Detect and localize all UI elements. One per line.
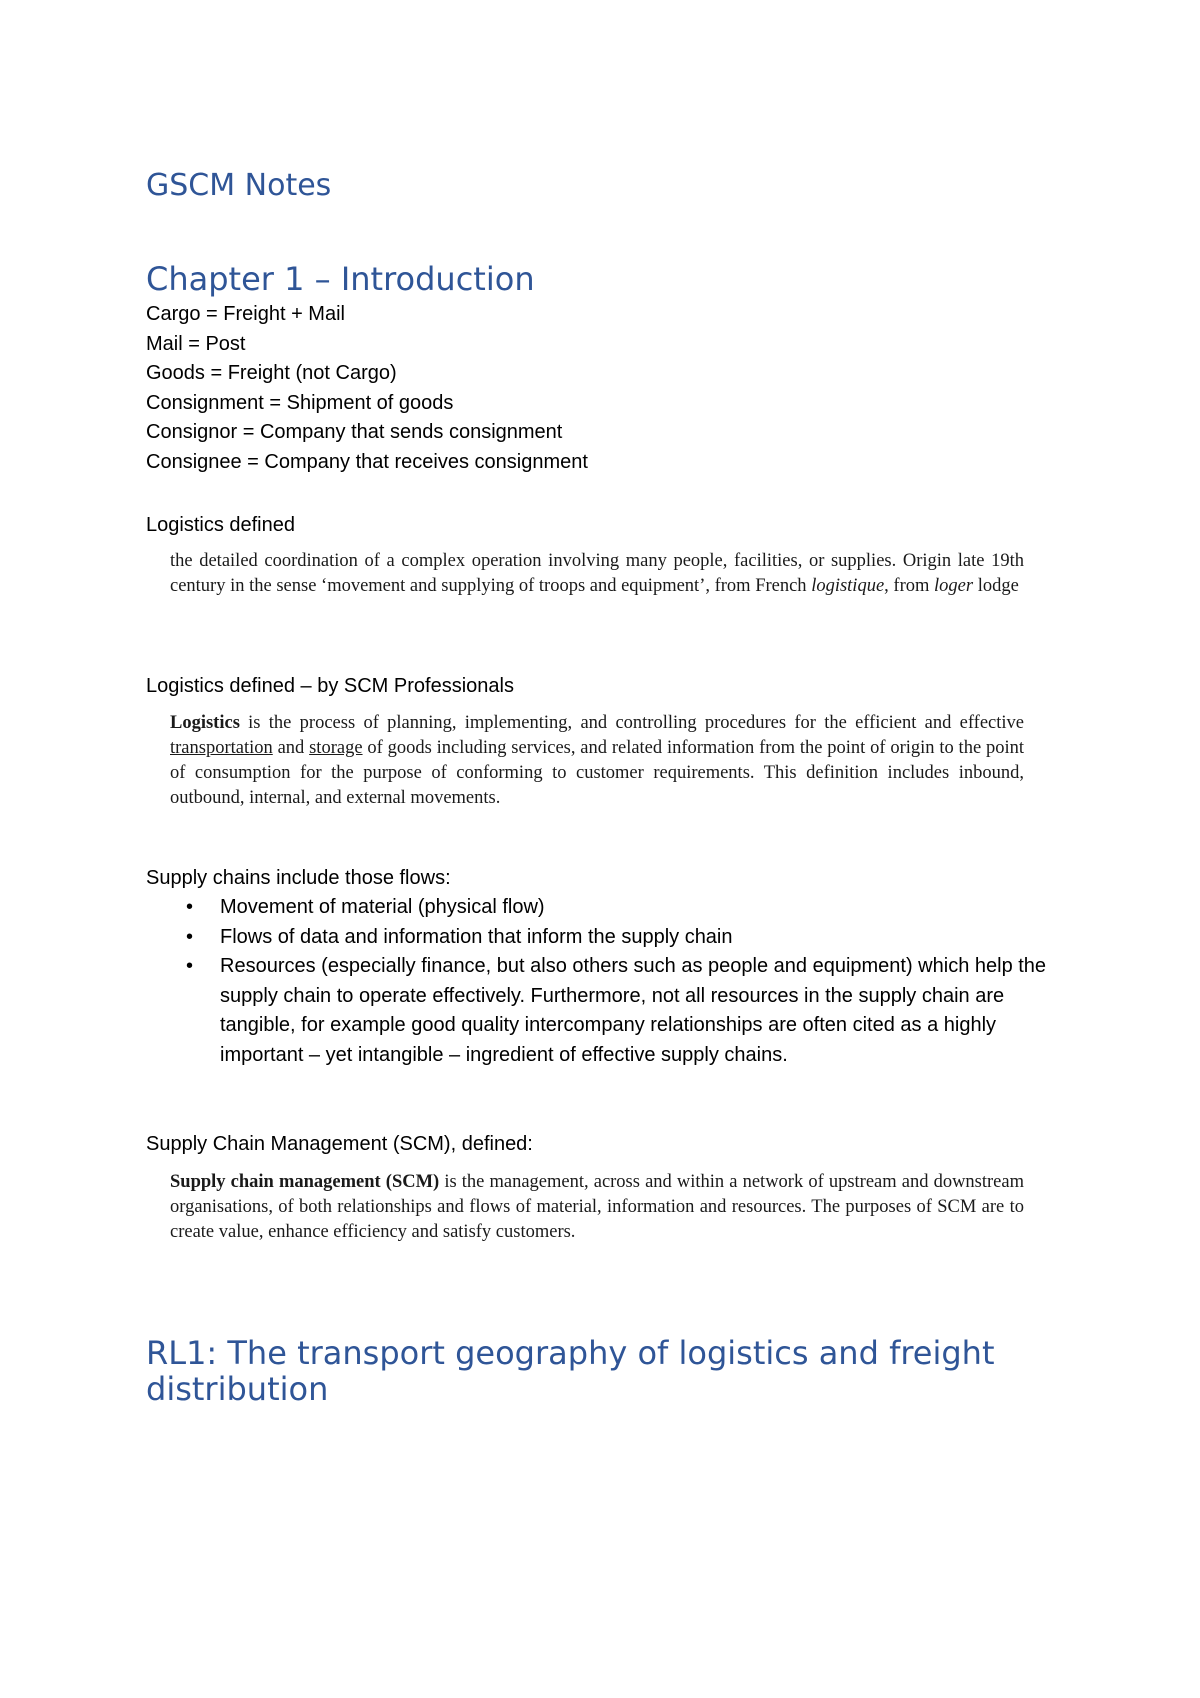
rl1-heading: RL1: The transport geography of logistics and freight distribution [146, 1334, 995, 1408]
definition-item: Cargo = Freight + Mail [146, 303, 345, 325]
document-title: GSCM Notes [146, 168, 332, 203]
bullet-icon: • [186, 896, 194, 918]
chapter-heading: Chapter 1 – Introduction [146, 260, 535, 298]
bullet-icon: • [186, 925, 194, 948]
transportation-link[interactable]: transportation [170, 738, 273, 758]
quote-bold-term: Logistics [170, 713, 240, 733]
scm-definition-quote [170, 1170, 1024, 1245]
flows-item-text: Movement of material (physical flow) [220, 896, 545, 918]
flows-list-item [146, 923, 1051, 953]
definition-item: Consignor = Company that sends consignment [146, 421, 563, 444]
definition-item: Mail = Post [146, 332, 246, 355]
definitions-list [146, 300, 588, 478]
bullet-icon: • [186, 955, 194, 978]
storage-link[interactable]: storage [309, 738, 363, 758]
flows-list [146, 893, 1051, 1071]
quote-text: is the process of planning, implementing, and controlling procedures for the efficient and effective [239, 713, 1024, 733]
scm-defined-heading: Supply Chain Management (SCM), defined: [146, 1133, 533, 1155]
flows-list-item [146, 952, 1051, 1070]
definition-item: Consignee = Company that receives consignment [146, 450, 588, 473]
definition-item: Goods = Freight (not Cargo) [146, 362, 397, 385]
flows-heading: Supply chains include those flows: [146, 867, 451, 889]
logistics-scm-heading: Logistics defined – by SCM Professionals [146, 675, 514, 697]
quote-text: lodge [973, 576, 1019, 596]
quote-bold-term: Supply chain management (SCM) [170, 1172, 440, 1192]
quote-italic-term: logistique [811, 576, 885, 596]
quote-italic-term: loger [934, 576, 974, 596]
definition-item: Consignment = Shipment of goods [146, 391, 454, 414]
quote-text: is the management, across and within a network of upstream and downstream organisations, of both relationships and flows of material, information and resources. The purposes of SCM are to create value, enhance efficiency and satisfy customers. [170, 1172, 1024, 1242]
quote-text: , from [884, 576, 935, 596]
quote-text: and [272, 738, 310, 758]
flows-item-text: Flows of data and information that inform the supply chain [220, 925, 733, 948]
flows-list-item [146, 893, 1051, 923]
flows-item-text: Resources (especially finance, but also others such as people and equipment) which help the supply chain to operate effectively. Furthermore, not all resources in the supply chain are tangible, for example good quality intercompany relationships are often cited as a highly important – yet intangible – ingredient of effective supply chains. [220, 955, 1047, 1066]
logistics-scm-quote [170, 711, 1024, 811]
quote-text: the detailed coordination of a complex operation involving many people, facilities, or supplies. Origin late 19th century in the sense ‘movement and supplying of troops and equipment’, from French [170, 551, 1024, 596]
quote-text: of goods including services, and related information from the point of origin to the point of consumption for the purpose of conforming to customer requirements. This definition includes inbound, outbound, internal, and external movements. [170, 738, 1024, 808]
logistics-defined-heading: Logistics defined [146, 514, 295, 536]
logistics-dictionary-quote [170, 549, 1024, 599]
